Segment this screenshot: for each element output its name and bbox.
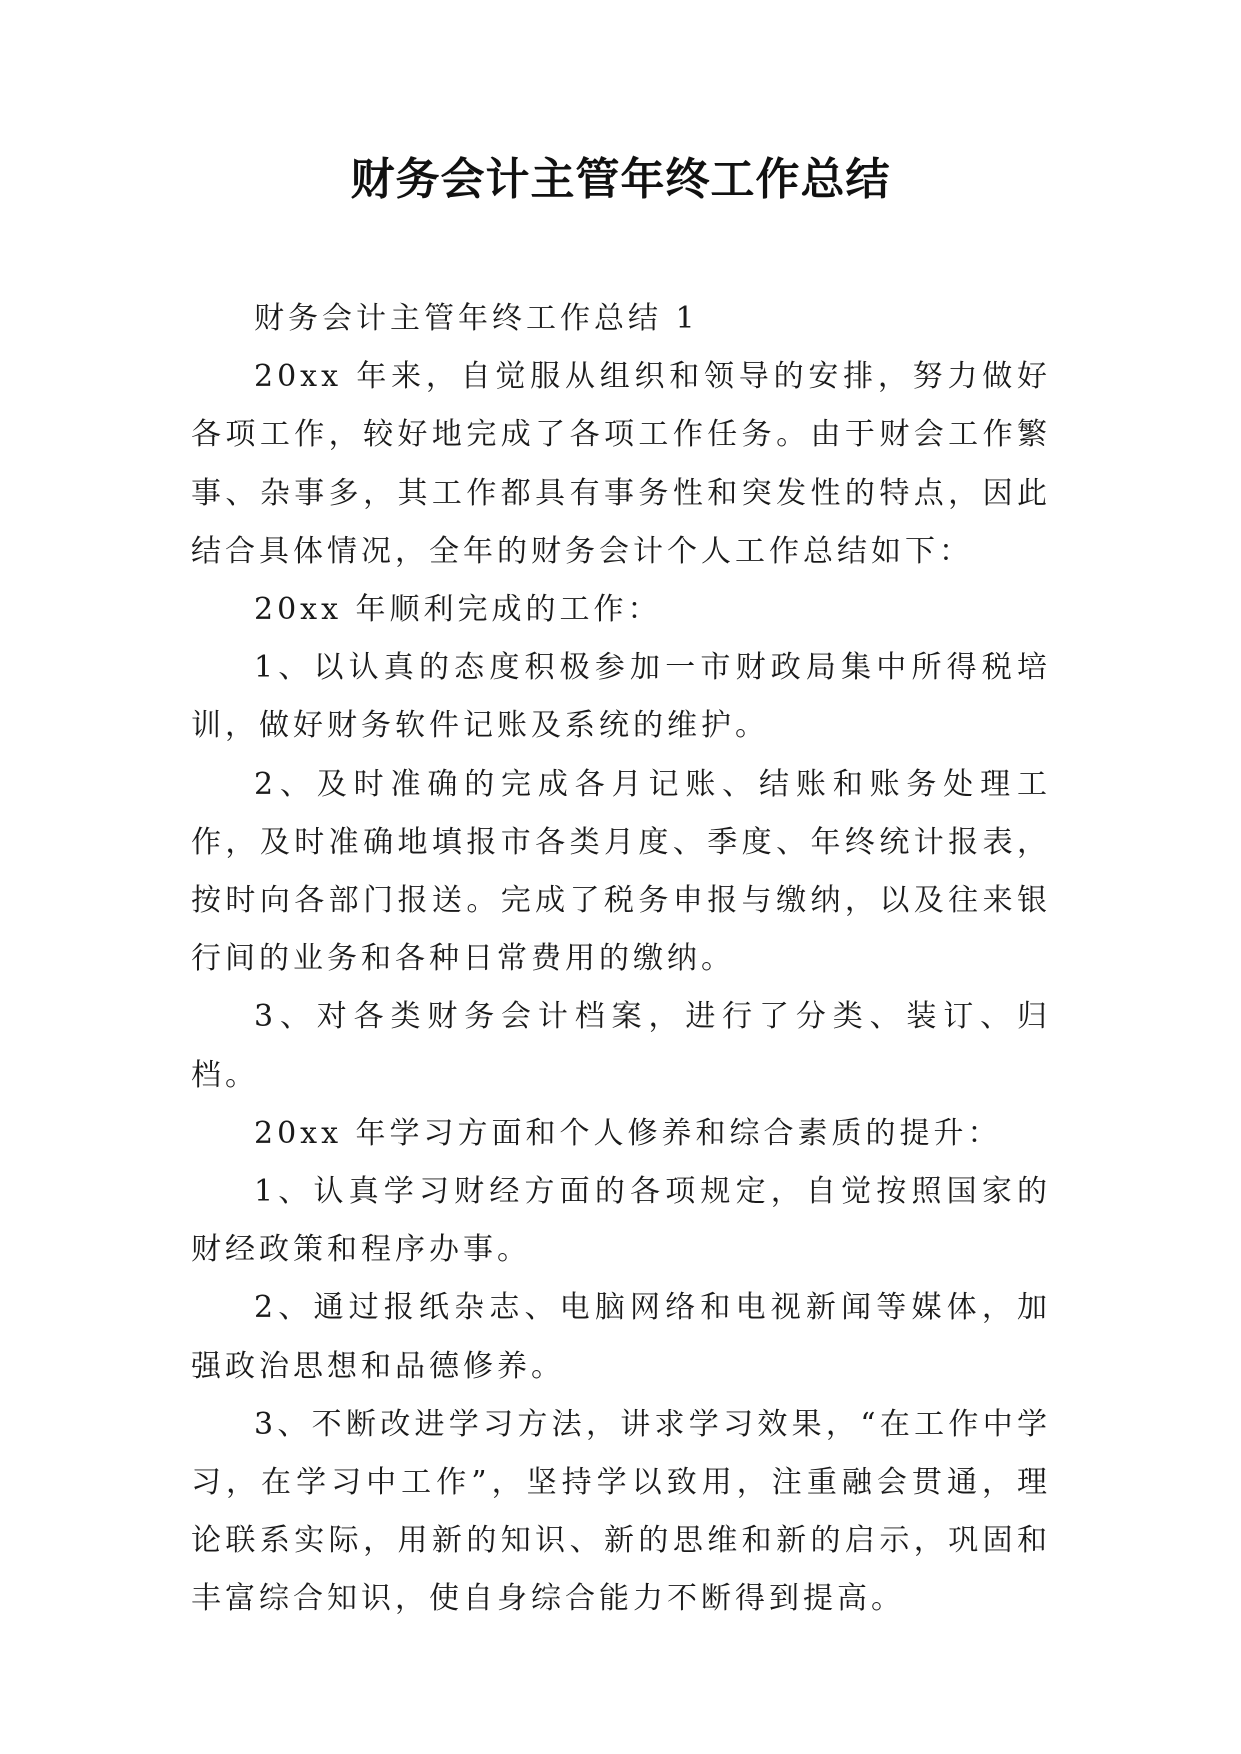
paragraph: 1、认真学习财经方面的各项规定，自觉按照国家的财经政策和程序办事。 <box>191 1174 1051 1268</box>
paragraph: 20xx 年来，自觉服从组织和领导的安排，努力做好各项工作，较好地完成了各项工作任务。由于财会工作繁事、杂事多，其工作都具有事务性和突发性的特点，因此结合具体情况，全年的财务会计个人工作总结如下： <box>191 359 1051 569</box>
paragraph: 20xx 年顺利完成的工作： <box>254 592 662 628</box>
paragraph: 2、通过报纸杂志、电脑网络和电视新闻等媒体，加强政治思想和品德修养。 <box>191 1290 1051 1384</box>
paragraph: 3、对各类财务会计档案，进行了分类、装订、归档。 <box>191 999 1051 1093</box>
paragraph: 3、不断改进学习方法，讲求学习效果，“在工作中学习，在学习中工作”，坚持学以致用，注重融会贯通，理论联系实际，用新的知识、新的思维和新的启示，巩固和丰富综合知识，使自身综合能力不断得到提高。 <box>191 1406 1051 1617</box>
paragraph: 20xx 年学习方面和个人修养和综合素质的提升： <box>254 1115 1002 1151</box>
document-title: 财务会计主管年终工作总结 <box>350 154 891 205</box>
section-heading: 财务会计主管年终工作总结 1 <box>254 301 699 336</box>
paragraph: 2、及时准确的完成各月记账、结账和账务处理工作，及时准确地填报市各类月度、季度、年终统计报表，按时向各部门报送。完成了税务申报与缴纳，以及往来银行间的业务和各种日常费用的缴纳。 <box>191 766 1051 977</box>
document-body <box>191 290 1051 1629</box>
paragraph: 1、以认真的态度积极参加一市财政局集中所得税培训，做好财务软件记账及系统的维护。 <box>191 650 1051 744</box>
